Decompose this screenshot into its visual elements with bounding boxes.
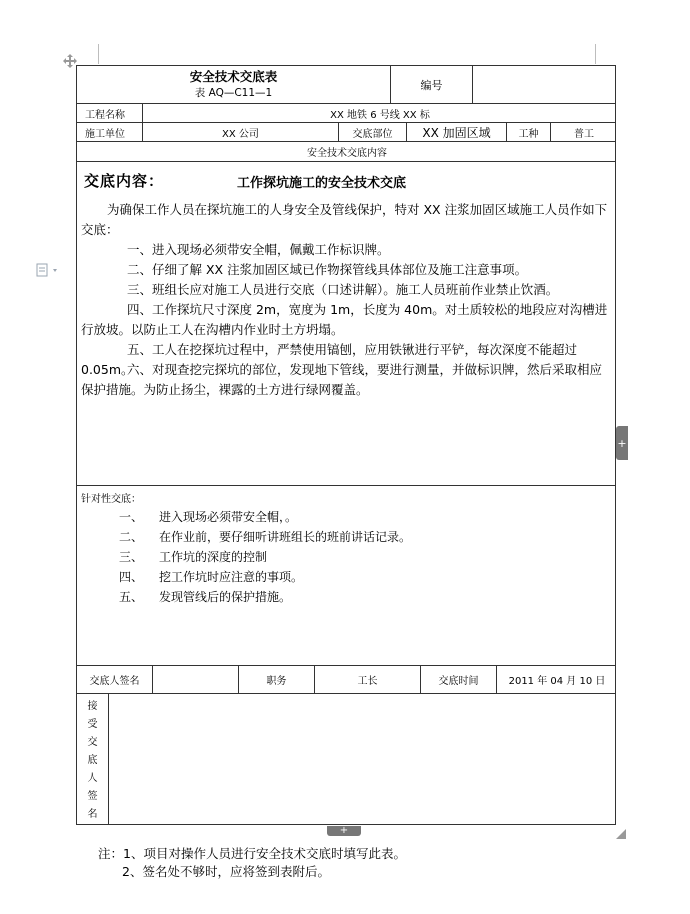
number-label: 编号 — [391, 66, 473, 103]
add-column-icon[interactable]: + — [616, 426, 628, 460]
table-resize-handle-icon[interactable] — [616, 824, 626, 834]
content-item-1: 一、进入现场必须带安全帽，佩戴工作标识牌。 — [127, 242, 390, 257]
number-value[interactable] — [473, 66, 617, 103]
construction-unit-value[interactable]: XX 公司 — [143, 123, 339, 141]
briefing-time-value[interactable]: 2011 年 04 月 10 日 — [508, 676, 606, 687]
content-item-3: 三、班组长应对施工人员进行交底（口述讲解）。施工人员班前作业禁止饮酒。 — [127, 282, 559, 297]
receiver-char: 受 — [87, 719, 98, 730]
signature-row — [77, 666, 615, 694]
construction-unit-label: 施工单位 — [77, 123, 143, 141]
content-intro: 为确保工作人员在探坑施工的人身安全及管线保护，特对 XX 注浆加固区域施工人员作如下交底： — [81, 202, 608, 237]
project-row — [77, 104, 615, 123]
table-move-handle-icon[interactable] — [63, 53, 77, 67]
project-name-label: 工程名称 — [77, 104, 143, 122]
briefing-time-label: 交底时间 — [421, 666, 497, 693]
content-header: 安全技术交底内容 — [307, 148, 387, 159]
title-cell — [77, 66, 391, 103]
position-value[interactable]: 工长 — [315, 666, 421, 693]
signer-value[interactable] — [153, 666, 239, 693]
trade-value[interactable]: 普工 — [574, 128, 594, 140]
receiver-label — [77, 694, 109, 825]
form-title: 安全技术交底表 — [189, 68, 278, 84]
note-line-2: 2、签名处不够时，应将签到表附后。 — [122, 864, 330, 879]
targeted-item-3-num: 三、 — [119, 550, 144, 564]
targeted-item-2-num: 二、 — [119, 530, 144, 544]
note-line-1: 注：1、项目对操作人员进行安全技术交底时填写此表。 — [98, 846, 406, 861]
targeted-label: 针对性交底： — [81, 494, 141, 505]
targeted-item-1-text: 进入现场必须带安全帽，。 — [159, 510, 298, 524]
content-item-6: 六、对现查挖完探坑的部位，发现地下管线，要进行测量，并做标识牌，然后采取相应保护措施。为防止扬尘，裸露的土方进行绿网覆盖。 — [81, 362, 603, 397]
receiver-signature-area[interactable] — [109, 694, 617, 825]
receiver-char: 交 — [87, 737, 98, 748]
content-section — [77, 162, 615, 486]
receiver-char: 签 — [87, 791, 98, 802]
targeted-item-5-num: 五、 — [119, 590, 144, 604]
project-name-value[interactable]: XX 地铁 6 号线 XX 标 — [330, 109, 430, 121]
receiver-char: 接 — [87, 701, 98, 712]
targeted-item-5-text: 发现管线后的保护措施。 — [159, 590, 292, 604]
targeted-section — [77, 486, 615, 666]
targeted-item-4-num: 四、 — [119, 570, 144, 584]
add-row-icon[interactable]: + — [327, 826, 361, 836]
trade-label: 工种 — [507, 123, 551, 141]
targeted-item-3-text: 工作坑的深度的控制 — [159, 550, 268, 564]
targeted-item-1-num: 一、 — [119, 510, 144, 524]
briefing-location-label: 交底部位 — [339, 123, 407, 141]
signer-label: 交底人签名 — [77, 666, 153, 693]
title-row — [77, 66, 615, 104]
document-options-icon[interactable] — [36, 262, 64, 276]
content-heading-label: 交底内容： — [84, 172, 165, 190]
receiver-row — [77, 694, 615, 825]
content-header-row — [77, 142, 615, 162]
unit-row — [77, 123, 615, 142]
targeted-item-2-text: 在作业前，要仔细听讲班组长的班前讲话记录。 — [159, 530, 412, 544]
receiver-char: 人 — [87, 773, 98, 784]
form-code: 表 AQ—C11—1 — [194, 86, 273, 99]
safety-briefing-form — [76, 65, 616, 825]
briefing-location-value[interactable]: XX 加固区域 — [407, 123, 507, 141]
position-label: 职务 — [239, 666, 315, 693]
targeted-item-4-text: 挖工作坑时应注意的事项。 — [159, 570, 304, 584]
page-corner-mark-top-right — [595, 44, 610, 64]
page-corner-mark-top-left — [84, 44, 99, 64]
content-item-5: 五、工人在挖探坑过程中，严禁使用镐刨，应用铁锹进行平铲，每次深度不能超过 0.05m。 — [81, 342, 578, 377]
content-heading-title: 工作探坑施工的安全技术交底 — [237, 176, 407, 191]
receiver-char: 底 — [87, 755, 98, 766]
content-item-2: 二、仔细了解 XX 注浆加固区域已作物探管线具体部位及施工注意事项。 — [127, 262, 528, 277]
receiver-char: 名 — [87, 809, 98, 820]
content-item-4: 四、工作探坑尺寸深度 2m，宽度为 1m，长度为 40m。对土质较松的地段应对沟槽进行放坡。以防止工人在沟槽内作业时土方坍塌。 — [81, 302, 608, 337]
